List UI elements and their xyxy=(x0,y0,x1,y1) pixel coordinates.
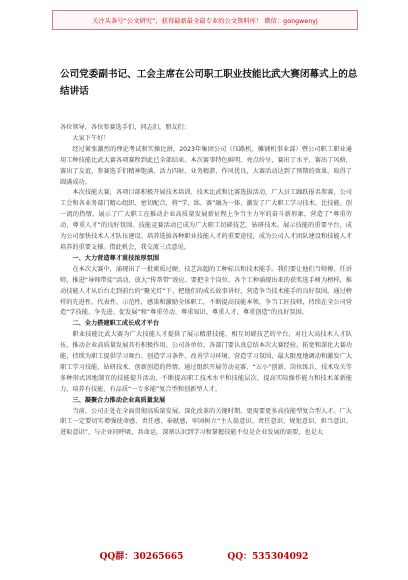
section-heading-1: 一、大力营造尊才重技浓厚氛围 xyxy=(72,254,160,262)
footer-contacts xyxy=(0,549,408,562)
salutation: 各位领导，各位参赛选手们，同志们，朋友们： xyxy=(60,124,190,131)
section-body-3: 当前，公司正处在全面贯彻高质量发展、深化改革的关键时期，更需要更多高技能型复合型人才。广大职工一定要切实增强使命感、责任感、奉献感，牢固树立“主人翁意识、责任意识、规矩意识、担当意识、进取意识”，与企业同呼吸、共命运，深刻认识到学习和掌握技能不仅是企业发展的需要，也是大 xyxy=(60,407,352,437)
paragraph-intro: 经过紧张激烈的理论考试和实操比拼，2023年集团公司（压路机、摊铺机事业部）暨公司职工职业通用工种技能比武大赛各项赛程到此已全部结束。本次赛事特色鲜明、亮点纷呈，赛出了水平、赛出了风格，赛出了友谊，参赛选手们精神饱满、活力四射、业务精湛、作风优良，大赛活动达到了预期的效果，取得了圆满成功。 xyxy=(60,145,352,186)
section-body-1: 在本次大赛中，涌现出了一批素质过硬、技艺高超的工种标兵和技术能手。我们要让他们当师傅、任讲师，推进“导师带徒”活动，放大“传帮带”效应。要把全个岗位、各个工种涌现出来的获奖选手树为榜样，推动技能人才从后台走到前台的“聚光灯”下，把他们的成长故事讲好，营造争当技术能手的良好氛围。通过榜样的先进性、代表性、示范性，感染和激励全体职工，不断提高技能本领，争当工匠技师，持续在全公司营造“学技能、争先进、促发展”和“尊重劳动、尊重知识、尊重人才、尊重创造”的良好氛围。 xyxy=(60,265,352,317)
document-body xyxy=(60,123,352,439)
footer-qq-group: QQ群：30265665 xyxy=(99,552,184,562)
paragraph-overview: 本次技能大赛，各项目部积极开展技术培训、技术比武和比赛选拔活动，广大员工踊跃报名参赛，公司工会和各业务部门精心组织、密切配合，将“学、练、赛”融为一体，激发了广大职工学习技术、比技能、创一流的热情，展示了广大职工在推动企业高质量发展新征程上争当主力军的奋斗新形象，营造了“尊重劳动、尊重人才”的良好氛围。技能竞赛活动已成为广大职工切磋技艺、钻研技术、展示技能的重要平台，成为公司加快技术人才队伍建设、培养选拔各种职业技能人才的重要途径，成为公司人才团队建设和技能人才培养的重要支撑。借此机会，我交流三点意见。 xyxy=(60,189,352,251)
section-heading-3: 三、凝聚合力推动企业高质量发展 xyxy=(72,396,166,404)
greeting: 大家下午好！ xyxy=(72,134,110,142)
promo-banner: 关注头条号“公文研究”，获得最新最全最专业的公文资料库！ 微信：gongwenyj xyxy=(52,10,358,30)
footer-qq: QQ：535304092 xyxy=(227,552,309,562)
document-title: 公司党委副书记、工会主席在公司职工职业技能比武大赛闭幕式上的总结讲话 xyxy=(60,69,358,97)
section-body-2: 职业技能比武大赛为广大技能人才提供了展示精湛技能、相互切磋技艺的平台，对壮大高技术人才队伍、推动企业高质量发展具有积极作用。公司各单位、各部门要认真总结本次大赛经验，拓宽和深化大赛功能，持续为职工提供学习舞台、创造学习条件、改善学习环境、营造学习氛围，最大限度地调动和激发广大职工学习技能、钻研技术、创新创造的热情。通过组织开展劳动竞赛、“五小”创新、岗位练兵、技术攻关等多种形式因地制宜的技能提升活动，不断提高职工技术水平和技能层次，提高实际操作能力和技术革新能力，培养有技能、有品质“一专多能”复合型和创新型人才。 xyxy=(60,331,352,393)
section-heading-2: 二、全力搭建职工成长成才平台 xyxy=(72,320,160,328)
